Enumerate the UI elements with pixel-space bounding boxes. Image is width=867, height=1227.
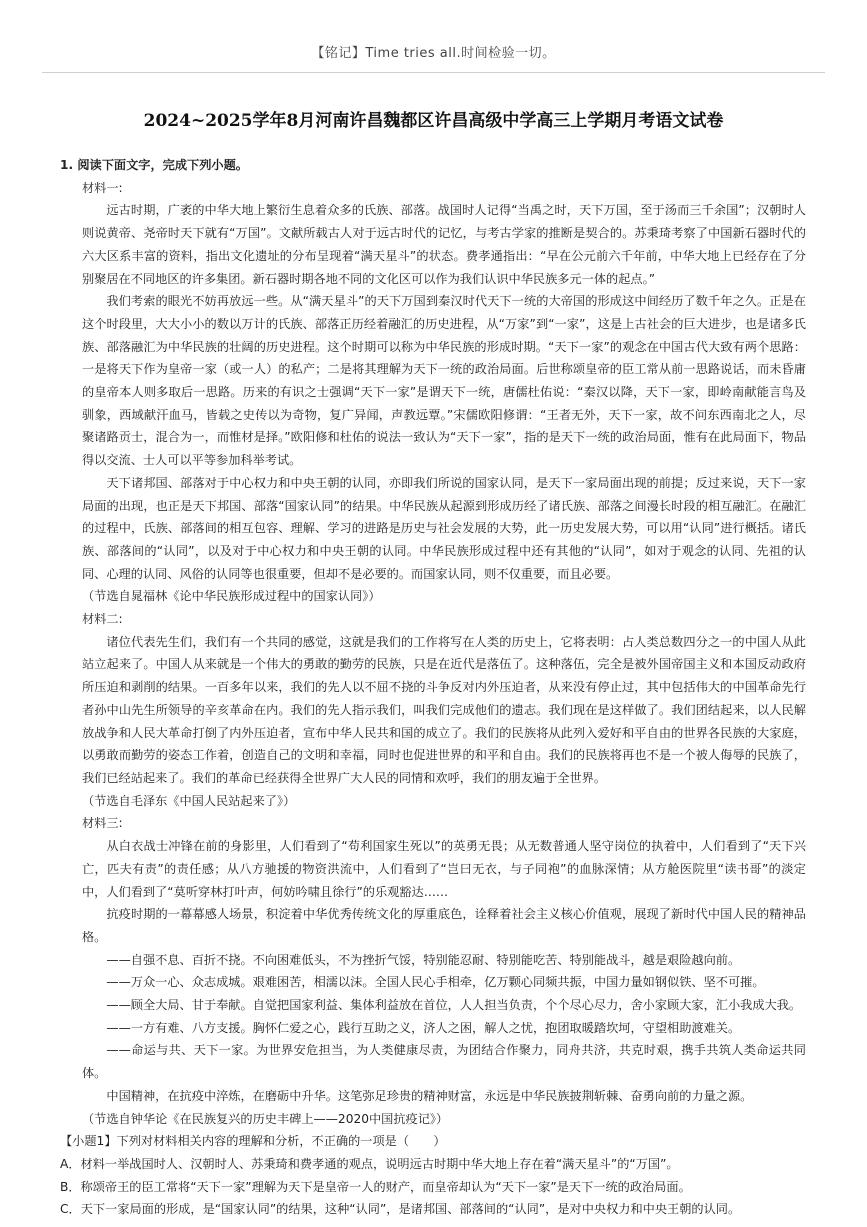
material-3-paragraph: 中国精神，在抗疫中淬炼，在磨砺中升华。这笔弥足珍贵的精神财富，永远是中华民族披荆斩棘、奋勇向前的力量之源。: [106, 1088, 753, 1103]
question-heading: 1. 阅读下面文字，完成下列小题。: [60, 158, 248, 172]
header-motto: 【铭记】Time tries all.时间检验一切。: [311, 46, 556, 61]
material-2-label: 材料二:: [82, 612, 123, 627]
material-1-paragraph: 天下诸邦国、部落对于中心权力和中央王朝的认同，亦即我们所说的国家认同，是天下一家局面出现的前提；反过来说，天下一家局面的出现，也正是天下邦国、部落“国家认同”的结果。中华民族从起源到形成历经了诸氏族、部落之间漫长时段的相互融汇。在融汇的过程中，氏族、部落间的相互包容、理解、学习的进路是历史与社会发展的大势，此一历史发展大势，可以用“认同”进行概括。诸氏族、部落间的“认同”，以及对于中心权力和中央王朝的认同。中华民族形成过程中还有其他的“认同”，如对于观念的认同、先祖的认同、心理的认同、风俗的认同等也很重要，但却不是必要的。而国家认同，则不仅重要，而且必要。: [82, 475, 806, 581]
material-2-paragraph: 诸位代表先生们，我们有一个共同的感觉，这就是我们的工作将写在人类的历史上，它将表明：占人类总数四分之一的中国人从此站立起来了。中国人从来就是一个伟大的勇敢的勤劳的民族，只是在近代是落伍了。这种落伍，完全是被外国帝国主义和本国反动政府所压迫和剥削的结果。一百多年以来，我们的先人以不屈不挠的斗争反对内外压迫者，从来没有停止过，其中包括伟大的中国革命先行者孙中山先生所领导的辛亥革命在内。我们的先人指示我们，叫我们完成他们的遗志。我们现在是这样做了。我们团结起来，以人民解放战争和人民大革命打倒了内外压迫者，宣布中华人民共和国的成立了。我们的民族将从此列入爱好和平自由的世界各民族的大家庭，以勇敢而勤劳的姿态工作着，创造自己的文明和幸福，同时也促进世界的和平和自由。我们的民族将再也不是一个被人侮辱的民族了，我们已经站起来了。我们的革命已经获得全世界广大人民的同情和欢呼，我们的朋友遍于全世界。: [82, 634, 806, 785]
header-divider: [42, 72, 825, 73]
material-1-paragraph: 我们考索的眼光不妨再放远一些。从“满天星斗”的天下万国到秦汉时代天下一统的大帝国的形成这中间经历了数千年之久。正是在这个时段里，大大小小的数以万计的氏族、部落正历经着融汇的历史进程，从“万家”到“一家”，这是上古社会的巨大进步，也是诸多氏族、部落融汇为中华民族的壮阔的历史进程。这个时期可以称为中华民族的形成时期。“天下一家”的观念在中国古代大致有两个思路：一是将天下作为皇帝一家（或一人）的私产；二是将其理解为天下一统的政治局面。后世称颂皇帝的臣工常从前一思路说话，而未昏庸的皇帝本人则多取后一思路。历来的有识之士强调“天下一家”是谓天下一统，唐儒杜佑说：“秦汉以降，天下一家，即岭南献能言鸟及驯象，西域献汗血马，皆载之史传以为奇物，复广异闻，声教远覃。”宋儒欧阳修谓：“王者无外，天下一家，故不问东西南北之人，尽聚诸路贡士，混合为一，而惟材是择。”欧阳修和杜佑的说法一致认为“天下一家”，指的是天下一统的政治局面，惟有在此局面下，物品得以交流、士人可以平等参加科举考试。: [82, 294, 806, 468]
material-2-source: （节选自毛泽东《中国人民站起来了》）: [82, 793, 296, 808]
document-title: 2024~2025学年8月河南许昌魏都区许昌高级中学高三上学期月考语文试卷: [143, 111, 724, 131]
material-3-paragraph: ——顾全大局、甘于奉献。自觉把国家利益、集体利益放在首位，人人担当负责，个个尽心尽力，舍小家顾大家，汇小我成大我。: [106, 998, 802, 1013]
option-b: B．称颂帝王的臣工常将“天下一家”理解为天下是皇帝一人的财产，而皇帝却认为“天下一家”是天下一统的政治局面。: [60, 1179, 691, 1194]
option-c: C．天下一家局面的形成，是“国家认同”的结果，这种“认同”，是诸邦国、部落间的“认同”，是对中央权力和中央王朝的认同。: [60, 1202, 741, 1217]
document-body: [60, 154, 806, 1221]
material-3-paragraph: 从白衣战士冲锋在前的身影里，人们看到了“苟利国家生死以”的英勇无畏；从无数普通人坚守岗位的执着中，人们看到了“天下兴亡，匹夫有责”的责任感；从八方驰援的物资洪流中，人们看到了“岂曰无衣，与子同袍”的血脉深情；从方舱医院里“读书哥”的淡定中，人们看到了“莫听穿林打叶声，何妨吟啸且徐行”的乐观豁达……: [82, 839, 806, 899]
material-3-label: 材料三:: [82, 816, 123, 831]
material-3-paragraph: ——自强不息、百折不挠。不向困难低头，不为挫折气馁，特别能忍耐、特别能吃苦、特别能战斗，越是艰险越向前。: [106, 952, 741, 967]
material-1-label: 材料一:: [82, 180, 123, 195]
material-3-paragraph: ——万众一心、众志成城。艰难困苦，相濡以沫。全国人民心手相牵，亿万颗心同频共振，中国力量如钢似铁、坚不可摧。: [106, 975, 765, 990]
option-a: A．材料一举战国时人、汉朝时人、苏秉琦和费孝通的观点，说明远古时期中华大地上存在着“满天星斗”的“万国”。: [60, 1156, 679, 1171]
material-3-paragraph: ——命运与共、天下一家。为世界安危担当，为人类健康尽责，为团结合作聚力，同舟共济，共克时艰，携手共筑人类命运共同体。: [82, 1043, 806, 1081]
material-3-source: （节选自钟华论《在民族复兴的历史丰碑上——2020中国抗疫记》）: [82, 1111, 449, 1126]
material-1-paragraph: 远古时期，广袤的中华大地上繁衍生息着众多的氏族、部落。战国时人记得“当禹之时，天下万国，至于汤而三千余国”；汉朝时人则说黄帝、尧帝时天下就有“万国”。文献所载古人对于远古时代的记忆，与考古学家的推断是契合的。苏秉琦考察了中国新石器时代的六大区系丰富的资料，指出文化遗址的分布呈现着“满天星斗”的状态。费孝通指出：“早在公元前六千年前，中华大地上已经存在了分别聚居在不同地区的许多集团。新石器时期各地不同的文化区可以作为我们认识中华民族多元一体的起点。”: [82, 203, 806, 286]
material-1-source: （节选自晁福林《论中华民族形成过程中的国家认同》）: [82, 589, 381, 604]
material-3-paragraph: 抗疫时期的一幕幕感人场景，积淀着中华优秀传统文化的厚重底色，诠释着社会主义核心价值观，展现了新时代中国人民的精神品格。: [82, 907, 806, 944]
sub-question-1-stem: 【小题1】下列对材料相关内容的理解和分析，不正确的一项是（ ）: [60, 1134, 446, 1149]
material-3-paragraph: ——一方有难、八方支援。胸怀仁爱之心，践行互助之义，济人之困，解人之忧，抱团取暖踏坎坷，守望相助渡难关。: [106, 1020, 741, 1035]
